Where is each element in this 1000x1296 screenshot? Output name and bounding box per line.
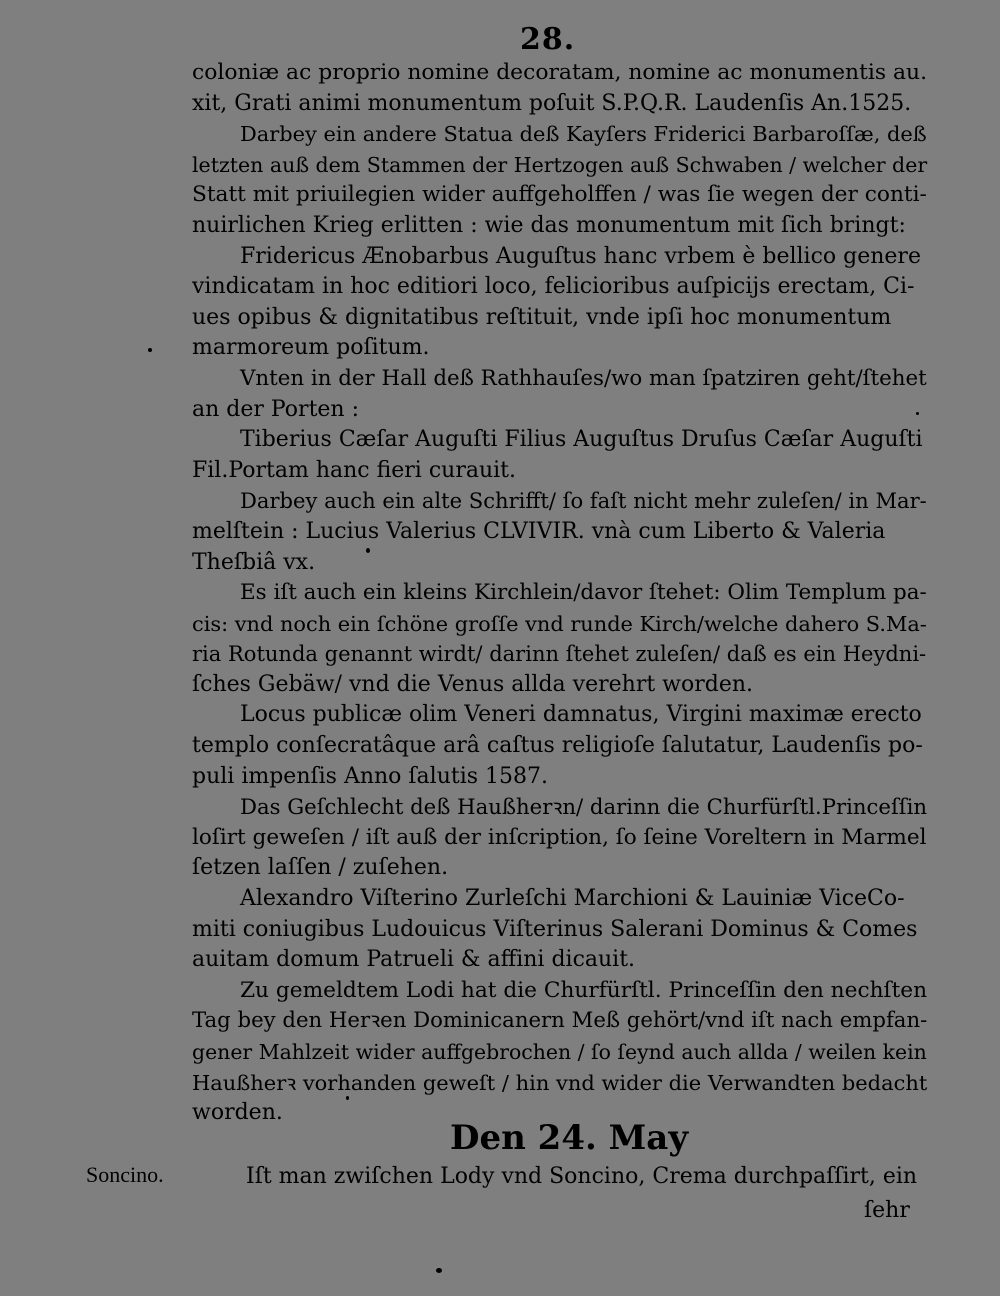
text-line: ria Rotunda genannt wirdt/ darinn ſtehet zuleſen/ daß es ein Heydni- — [192, 641, 927, 667]
body-text — [192, 58, 927, 1129]
text-line: vindicatam in hoc editiori loco, felicioribus auſpicijs erectam, Ci- — [192, 274, 915, 300]
text-line: Darbey ein andere Statua deß Kayſers Friderici Barbaroſſæ, deß — [240, 122, 927, 147]
text-line: auitam domum Patrueli & affini dicauit. — [192, 947, 636, 973]
text-line: Alexandro Viſterino Zurleſchi Marchioni & Lauiniæ ViceCo- — [240, 886, 905, 912]
text-line: coloniæ ac proprio nomine decoratam, nomine ac monumentis au. — [192, 60, 928, 85]
text-line: Statt mit priuilegien wider auffgeholffen / was ſie wegen der conti- — [192, 182, 927, 208]
margin-note: Soncino. — [86, 1162, 164, 1187]
bottom-text-line: Iſt man zwiſchen Lody vnd Soncino, Crema durchpaſſirt, ein — [246, 1164, 918, 1189]
ink-speck — [346, 1096, 349, 1100]
text-line: ſches Gebäw/ vnd die Venus allda verehrt worden. — [192, 671, 754, 697]
text-line: marmoreum poſitum. — [192, 335, 430, 361]
text-line: miti coniugibus Ludouicus Viſterinus Salerani Dominus & Comes — [192, 916, 918, 942]
text-line: Fil.Portam hanc fieri curauit. — [192, 457, 516, 483]
text-line: Darbey auch ein alte Schrifft/ ſo faſt nicht mehr zuleſen/ in Mar- — [240, 488, 927, 514]
text-line: Zu gemeldtem Lodi hat die Churfürſtl. Princeſſin den nechſten — [240, 977, 928, 1003]
ink-speck — [148, 348, 152, 352]
text-line: melſtein : Lucius Valerius CLVIVIR. vnà cum Liberto & Valeria — [192, 518, 886, 544]
text-line: Theſbiâ vx. — [192, 549, 316, 575]
text-line: Locus publicæ olim Veneri damnatus, Virgini maximæ erecto — [240, 702, 922, 728]
catchword: ſehr — [864, 1198, 910, 1223]
ink-speck — [436, 1268, 442, 1273]
text-line: templo conſecratâque arâ caſtus religioſe ſalutatur, Laudenſis po- — [192, 733, 923, 759]
text-line: xit, Grati animi monumentum poſuit S.P.Q.R. Laudenſis An.1525. — [192, 90, 912, 116]
ink-speck — [366, 548, 370, 553]
text-line: Das Geſchlecht deß Haußherꝛn/ darinn die Churfürſtl.Princeſſin — [240, 794, 928, 820]
text-line: Vnten in der Hall deß Rathhauſes/wo man ſpatziren geht/ſtehet — [240, 365, 927, 391]
text-line: Tiberius Cæſar Auguſti Filius Auguſtus Druſus Cæſar Auguſti — [240, 427, 923, 453]
ink-speck — [916, 412, 919, 415]
section-heading: Den 24. May — [450, 1118, 689, 1158]
text-line: ſetzen laſſen / zuſehen. — [192, 855, 449, 881]
text-line: puli impenſis Anno ſalutis 1587. — [192, 763, 549, 789]
text-line: cis: vnd noch ein ſchöne groſſe vnd runde Kirch/welche dahero S.Ma- — [192, 611, 927, 636]
text-line: gener Mahlzeit wider auffgebrochen / ſo ſeynd auch allda / weilen kein — [192, 1040, 927, 1064]
text-line: letzten auß dem Stammen der Hertzogen auß Schwaben / welcher der — [192, 152, 928, 177]
text-line: ues opibus & dignitatibus reſtituit, vnde ipſi hoc monumentum — [192, 304, 892, 330]
text-line: Tag bey den Herꝛen Dominicanern Meß gehört/vnd iſt nach empfan- — [192, 1008, 928, 1034]
text-line: Fridericus Ænobarbus Auguſtus hanc vrbem è bellico genere — [240, 243, 921, 269]
text-line: Es iſt auch ein kleins Kirchlein/davor ſtehet: Olim Templum pa- — [240, 580, 927, 606]
text-line: Haußherꝛ vorhanden geweſt / hin vnd wider die Verwandten bedacht — [192, 1070, 928, 1095]
text-line: loſirt geweſen / iſt auß der inſcription, ſo ſeine Voreltern in Marmel — [192, 824, 927, 850]
text-line: nuirlichen Krieg erlitten : wie das monumentum mit ſich bringt: — [192, 212, 906, 238]
text-line: worden. — [192, 1100, 283, 1126]
text-line: an der Porten : — [192, 396, 359, 422]
page-number: 28. — [520, 22, 576, 57]
